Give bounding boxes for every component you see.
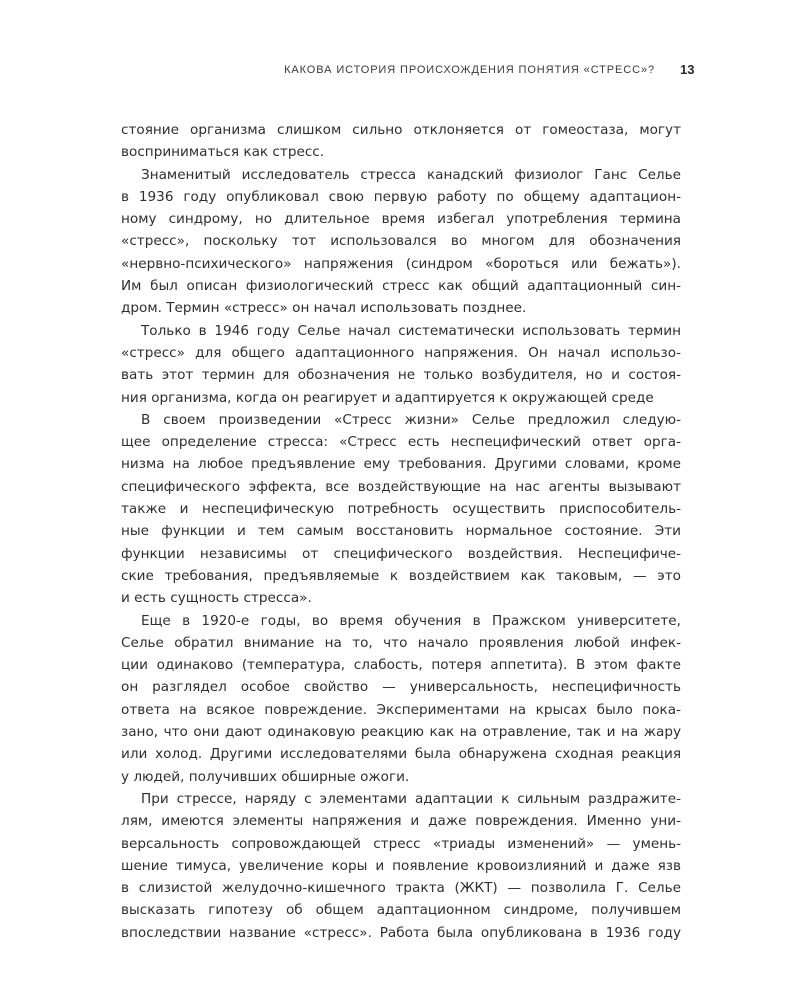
text-line: ния организма, когда он реагирует и адаптируется к окружающей среде	[121, 389, 654, 406]
text-line: Им был описан физиологический стресс как общий адаптационный син-	[121, 278, 681, 295]
paragraph	[121, 119, 681, 164]
text-line: специфического эффекта, все воздействующие на нас агенты вызывают	[121, 478, 681, 495]
text-line: в 1936 году опубликовал свою первую работу по общему адаптацион-	[121, 188, 681, 205]
text-line: или холод. Другими исследователями была обнаружена сходная реакция	[121, 746, 681, 763]
text-line: у людей, получивших обширные ожоги.	[121, 768, 410, 785]
text-line: ответа на всякое повреждение. Экспериментами на крысах было пока-	[121, 701, 681, 718]
text-line: он разглядел особое свойство — универсальность, неспецифичность	[121, 679, 681, 696]
running-head-title: КАКОВА ИСТОРИЯ ПРОИСХОЖДЕНИЯ ПОНЯТИЯ «СТРЕСС»?	[284, 64, 655, 76]
paragraph	[121, 788, 681, 944]
text-line: зано, что они дают одинаковую реакцию как на отравление, так и на жару	[121, 724, 681, 741]
paragraph	[121, 409, 681, 610]
text-line: ному синдрому, но длительное время избегал употребления термина	[121, 211, 681, 228]
text-line: ные функции и тем самым восстановить нормальное состояние. Эти	[121, 523, 681, 540]
text-line: В своем произведении «Стресс жизни» Селье предложил следую-	[141, 411, 681, 428]
body-text	[121, 119, 681, 944]
text-line: Селье обратил внимание на то, что начало проявления любой инфек-	[121, 634, 681, 651]
text-line: в слизистой желудочно-кишечного тракта (ЖКТ) — позволила Г. Селье	[121, 880, 681, 897]
text-line: низма на любое предъявление ему требования. Другими словами, кроме	[121, 456, 681, 473]
text-line: «стресс», поскольку тот использовался во многом для обозначения	[121, 233, 681, 250]
text-line: Знаменитый исследователь стресса канадский физиолог Ганс Селье	[141, 166, 681, 183]
text-line: Еще в 1920-е годы, во время обучения в Пражском университете,	[141, 612, 681, 629]
text-line: вать этот термин для обозначения не только возбудителя, но и состоя-	[121, 367, 681, 384]
text-line: высказать гипотезу об общем адаптационном синдроме, получившем	[121, 902, 681, 919]
text-line: дром. Термин «стресс» он начал использовать позднее.	[121, 300, 527, 317]
text-line: стояние организма слишком сильно отклоняется от гомеостаза, могут	[121, 122, 681, 138]
text-line: «стресс» для общего адаптационного напряжения. Он начал использо-	[121, 344, 681, 361]
page-number: 13	[680, 62, 695, 77]
paragraph	[121, 610, 681, 788]
text-line: функции независимы от специфического воздействия. Неспецифиче-	[121, 545, 681, 562]
text-line: впоследствии название «стресс». Работа была опубликована в 1936 году	[121, 924, 681, 941]
text-line: щее определение стресса: «Стресс есть неспецифический ответ орга-	[121, 434, 681, 451]
text-line: также и неспецифическую потребность осуществить приспособитель-	[121, 501, 681, 518]
text-line: восприниматься как стресс.	[121, 144, 325, 161]
text-line: шение тимуса, увеличение коры и появление кровоизлияний и даже язв	[121, 857, 681, 874]
text-line: и есть сущность стресса».	[121, 590, 312, 607]
text-line: лям, имеются элементы напряжения и даже повреждения. Именно уни-	[121, 813, 681, 830]
paragraph	[121, 164, 681, 320]
text-line: ции одинаково (температура, слабость, потеря аппетита). В этом факте	[121, 657, 681, 674]
text-line: При стрессе, наряду с элементами адаптации к сильным раздражите-	[141, 790, 681, 807]
text-line: ские требования, предъявляемые к воздействием как таковым, — это	[121, 567, 681, 584]
text-line: «нервно-психического» напряжения (синдром «бороться или бежать»).	[121, 255, 681, 272]
text-line: Только в 1946 году Селье начал систематически использовать термин	[141, 322, 681, 339]
text-line: версальность сопровождающей стресс «триады изменений» — умень-	[121, 835, 681, 852]
paragraph	[121, 320, 681, 409]
